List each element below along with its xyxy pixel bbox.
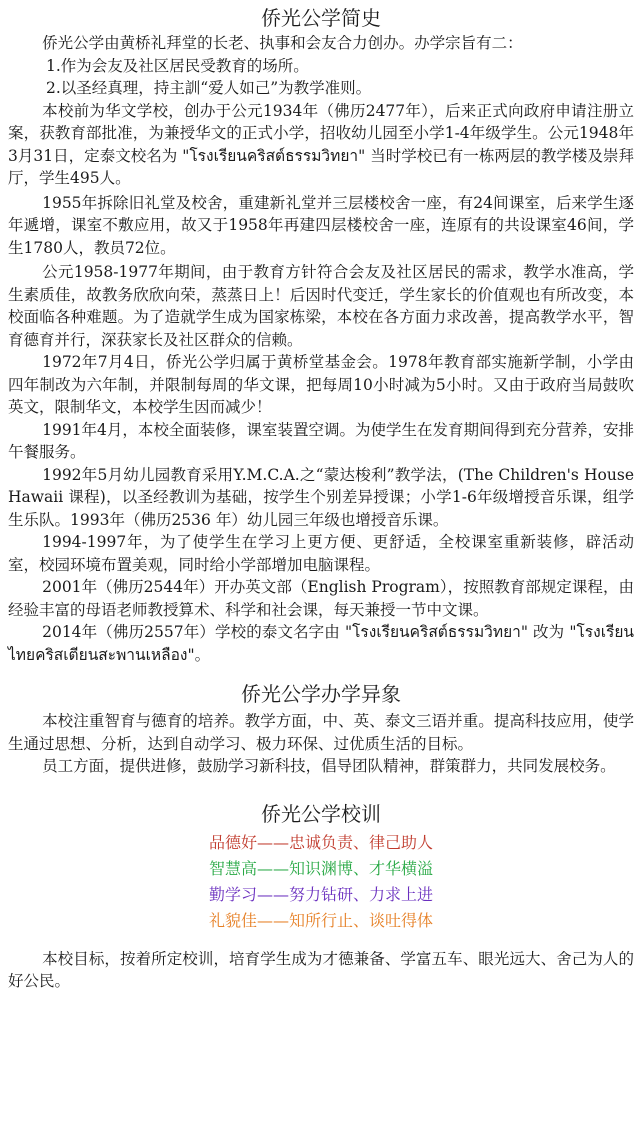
school-goal: 本校目标，按着所定校训，培育学生成为才德兼备、学富五车、眼光远大、舍己为人的好公民。 — [8, 949, 634, 990]
vision-title: 侨光公学办学异象 — [241, 682, 401, 706]
history-paragraph: 1994-1997年，为了使学生在学习上更方便、更舒适，全校课室重新装修，辟活动室，校园环境布置美观，同时给小学部增加电脑课程。 — [8, 533, 634, 574]
aim-item: 2.以圣经真理，持主訓“爱人如己”为教学准则。 — [46, 79, 372, 97]
history-paragraph: 公元1958-1977年期间，由于教育方针符合会友及社区居民的需求，教学水准高，学生素质佳，故教务欣欣向荣，蒸蒸日上！后因时代变迁，学生家长的价值观也有所改变，本校面临各种难题。为了造就学生成为国家栋梁，本校在各方面力求改善，提高教学水平，智育德育并行，深获家长及社区群众的信赖。 — [8, 263, 634, 349]
history-paragraph: 1992年5月幼儿园教育采用Y.M.C.A.之“蒙达梭利”教学法，(The Children's House Hawaii 课程)，以圣经教训为基础，按学生个别差异授课；小学1-6年级增授音乐课，组学生乐队。1993年（佛历2536 年）幼儿园三年级也增授音乐课。 — [8, 465, 634, 529]
history-paragraph: 1955年拆除旧礼堂及校舍，重建新礼堂并三层楼校舍一座，有24间课室，后来学生逐年遞增，课室不敷应用，故又于1958年再建四层楼校舍一座，连原有的共设课室46间，学生1780人，教员72位。 — [8, 193, 634, 257]
history-title: 侨光公学简史 — [261, 6, 381, 30]
history-paragraph: 2001年（佛历2544年）开办英文部（English Program），按照教育部规定课程，由经验丰富的母语老师教授算术、科学和社会课，每天兼授一节中文课。 — [8, 578, 634, 619]
vision-paragraph: 本校注重智育与德育的培养。教学方面，中、英、泰文三语并重。提高科技应用，使学生通过思想、分析，达到自动学习、极力环保、过优质生活的目标。 — [8, 712, 634, 753]
motto-title: 侨光公学校训 — [261, 801, 381, 826]
vision-paragraph: 员工方面，提供进修，鼓励学习新科技，倡导团队精神，群策群力，共同发展校务。 — [42, 757, 616, 775]
history-intro: 侨光公学由黄桥礼拜堂的长老、执事和会友合力创办。办学宗旨有二： — [42, 34, 523, 52]
history-paragraph: 本校前为华文学校，创办于公元1934年（佛历2477年），后来正式向政府申请注册立案，获教育部批准，为兼授华文的正式小学，招收幼儿园至小学1-4年级学生。公元1948年3月31日，定泰文校名为 "โรงเรียนคริสต์ธรรมวิทยา" 当时学校已有一栋两层的教学楼及崇拜厅，学生495人。 — [8, 101, 634, 187]
motto-line-courtesy: 礼貌佳——知所行止、谈吐得体 — [208, 910, 433, 930]
history-paragraph: 1972年7月4日，侨光公学归属于黄桥堂基金会。1978年教育部实施新学制，小学由四年制改为六年制，并限制每周的华文课，把每周10小时减为5小时。又由于政府当局鼓吹英文，限制华文，本校学生因而减少！ — [8, 353, 634, 416]
history-paragraph: 1991年4月，本校全面装修，课室装置空调。为使学生在发育期间得到充分营养，安排午餐服务。 — [8, 420, 634, 461]
aim-item: 1.作为会友及社区居民受教育的场所。 — [46, 56, 309, 75]
history-paragraph: 2014年（佛历2557年）学校的泰文名字由 "โรงเรียนคริสต์ธรรมวิทยา" 改为 "โรงเรียนไทยคริสเตียนสะพานเหลือง"。 — [8, 623, 634, 664]
motto-line-wisdom: 智慧高——知识渊博、才华横溢 — [208, 858, 433, 878]
motto-line-virtue: 品德好——忠诚负责、律己助人 — [208, 832, 433, 852]
motto-line-diligence: 勤学习——努力钻研、力求上进 — [208, 884, 433, 904]
